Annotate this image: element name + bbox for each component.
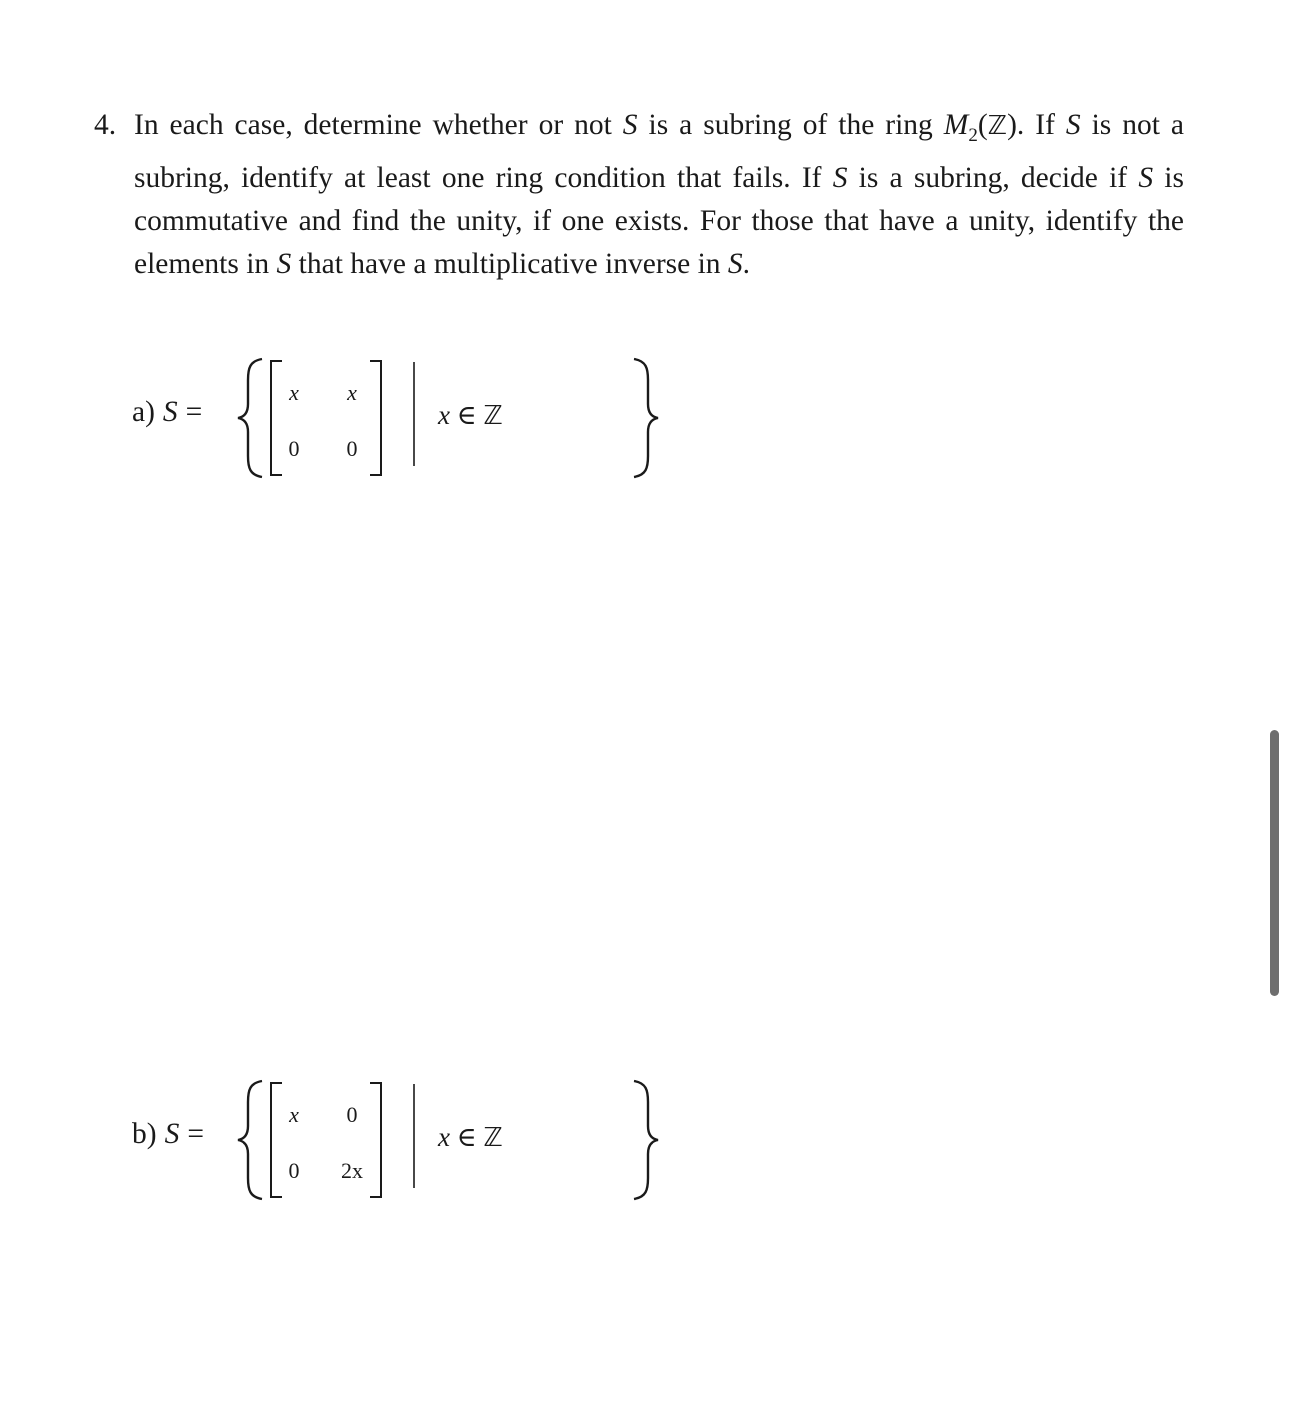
matrix-right-bracket (366, 360, 386, 476)
matrix-cell-r1c1: x (289, 1102, 299, 1127)
matrix-cell-r2c1: 0 (288, 1158, 300, 1183)
matrix-cell-r1c2: 0 (346, 1102, 358, 1127)
vertical-scrollbar[interactable] (1270, 730, 1279, 996)
left-brace (232, 356, 266, 480)
left-brace (232, 1078, 266, 1202)
matrix-cell-r1c2: x (347, 380, 357, 405)
set-condition: x ∈ ℤ (438, 1122, 503, 1153)
matrix-cell-r2c2: 2x (341, 1158, 363, 1183)
problem-text: In each case, determine whether or not S is a subring of the ring $M_2(ℤ)$. If S is not a subring, identify at least one ring condition that fails. If S is a subring, decide if S is commutative and find the unity, if one exists. For those that have a unity, identify the elements in S that have a multiplicative inverse in S. (134, 109, 1185, 280)
set-builder-bar (412, 362, 416, 466)
problem-number: 4. (94, 109, 117, 141)
part-a-label: a) S = (132, 396, 203, 428)
matrix-cell-r2c1: 0 (288, 436, 300, 461)
set-builder-bar (412, 1084, 416, 1188)
right-brace (630, 1078, 664, 1202)
part-a (132, 356, 592, 486)
matrix-cell-r1c1: x (289, 380, 299, 405)
problem-statement (94, 104, 1184, 286)
matrix-right-bracket (366, 1082, 386, 1198)
right-brace (630, 356, 664, 480)
set-condition: x ∈ ℤ (438, 400, 503, 431)
part-b (132, 1078, 592, 1208)
matrix-cell-r2c2: 0 (346, 436, 358, 461)
part-b-label: b) S = (132, 1118, 204, 1150)
